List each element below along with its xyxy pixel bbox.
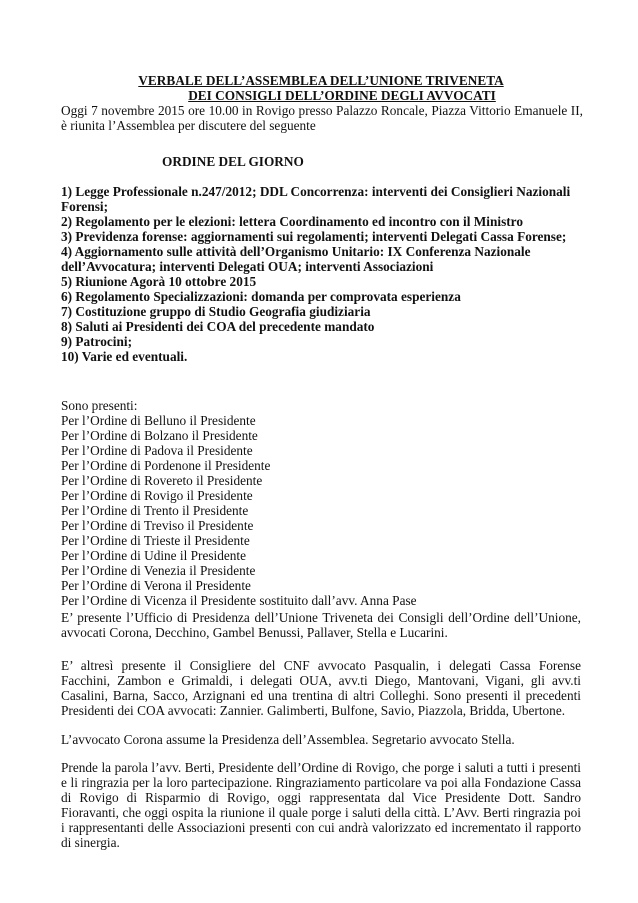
agenda-item: 2) Regolamento per le elezioni: lettera Coordinamento ed incontro con il Ministro: [61, 214, 523, 229]
attendees-list: [61, 413, 417, 608]
attendee-item: Per l’Ordine di Venezia il Presidente: [61, 563, 256, 578]
title-line-1: VERBALE DELL’ASSEMBLEA DELL’UNIONE TRIVENETA: [138, 73, 504, 88]
attendees-heading: Sono presenti:: [61, 398, 138, 413]
agenda-item: 6) Regolamento Specializzazioni: domanda per comprovata esperienza: [61, 289, 461, 304]
also-present-paragraph: [61, 658, 581, 718]
attendee-item: Per l’Ordine di Verona il Presidente: [61, 578, 251, 593]
agenda-item: 4) Aggiornamento sulle attività dell’Organismo Unitario: IX Conferenza Nazionale dell’Avvocatura; interventi Delegati OUA; interventi Associazioni: [61, 244, 531, 274]
attendee-item: Per l’Ordine di Rovigo il Presidente: [61, 488, 253, 503]
agenda-item: 5) Riunione Agorà 10 ottobre 2015: [61, 274, 257, 289]
attendee-item: Per l’Ordine di Vicenza il Presidente sostituito dall’avv. Anna Pase: [61, 593, 417, 608]
attendee-item: Per l’Ordine di Trento il Presidente: [61, 503, 249, 518]
attendee-item: Per l’Ordine di Udine il Presidente: [61, 548, 247, 563]
presidency-paragraph: E’ presente l’Ufficio di Presidenza dell’Unione Triveneta dei Consigli dell’Ordine dell’Unione, avvocati Corona, Decchino, Gambel Benussi, Pallaver, Stella e Lucarini.: [61, 610, 581, 640]
agenda-item: 7) Costituzione gruppo di Studio Geografia giudiziaria: [61, 304, 371, 319]
document-title: [0, 73, 638, 103]
agenda-item: 10) Varie ed eventuali.: [61, 349, 188, 364]
attendee-item: Per l’Ordine di Belluno il Presidente: [61, 413, 256, 428]
agenda-item: 3) Previdenza forense: aggiornamenti sui regolamenti; interventi Delegati Cassa Forense;: [61, 229, 567, 244]
attendee-item: Per l’Ordine di Trieste il Presidente: [61, 533, 250, 548]
agenda-list: [61, 184, 583, 364]
chair-paragraph: L’avvocato Corona assume la Presidenza dell’Assemblea. Segretario avvocato Stella.: [61, 732, 515, 747]
attendee-item: Per l’Ordine di Pordenone il Presidente: [61, 458, 271, 473]
also-present-first-line: E’ altresì presente il Consigliere del CNF avvocato Pasqualin, i delegati Cassa Forense: [61, 658, 581, 673]
attendee-item: Per l’Ordine di Treviso il Presidente: [61, 518, 254, 533]
attendee-item: Per l’Ordine di Bolzano il Presidente: [61, 428, 258, 443]
intro-paragraph: Oggi 7 novembre 2015 ore 10.00 in Rovigo presso Palazzo Roncale, Piazza Vittorio Emanuele II, è riunita l’Assemblea per discutere del seguente: [61, 103, 583, 133]
agenda-heading: ORDINE DEL GIORNO: [162, 154, 304, 169]
attendee-item: Per l’Ordine di Padova il Presidente: [61, 443, 253, 458]
agenda-item: 9) Patrocini;: [61, 334, 133, 349]
agenda-item: 1) Legge Professionale n.247/2012; DDL Concorrenza: interventi dei Consiglieri Nazionali Forensi;: [61, 184, 571, 214]
agenda-item: 8) Saluti ai Presidenti dei COA del precedente mandato: [61, 319, 375, 334]
berti-paragraph: Prende la parola l’avv. Berti, Presidente dell’Ordine di Rovigo, che porge i saluti a tutti i presenti e li ringrazia per la loro partecipazione. Ringraziamento particolare va poi alla Fondazione Cassa di Rovigo di Risparmio di Rovigo, oggi rappresentata dal Vice Presidente Dott. Sandro Fioravanti, che oggi ospita la riunione il quale porge i saluti della città. L’Avv. Berti ringrazia poi i rappresentanti delle Associazioni presenti con cui andrà valorizzato ed incrementato il rapporto di sinergia.: [61, 760, 581, 850]
title-line-2: DEI CONSIGLI DELL’ORDINE DEGLI AVVOCATI: [188, 88, 496, 103]
also-present-rest: Facchini, Zambon e Grimaldi, i delegati OUA, avv.ti Diego, Mantovani, Vigani, gli avv.ti Casalini, Barna, Sacco, Arzignani ed una trentina di altri Colleghi. Sono presenti il precedenti Presidenti dei COA avvocati: Zannier. Galimberti, Bulfone, Savio, Piazzola, Bridda, Ubertone.: [61, 673, 581, 718]
attendee-item: Per l’Ordine di Rovereto il Presidente: [61, 473, 263, 488]
